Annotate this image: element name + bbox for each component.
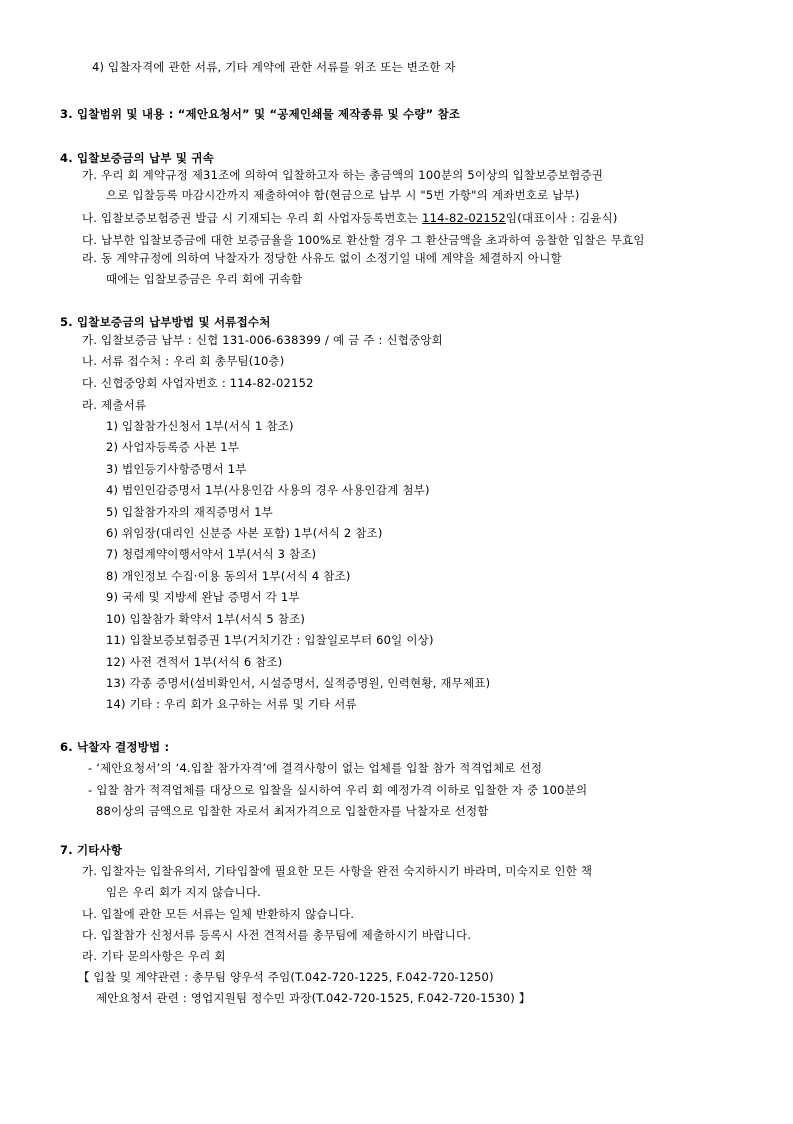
- section-6-heading: 6. 낙찰자 결정방법 :: [60, 740, 170, 754]
- document-list-item: 3) 법인등기사항증명서 1부: [106, 462, 247, 476]
- contact-line-proposal: 제안요청서 관련 : 영업지원팀 정수민 과장(T.042-720-1525, F.042-720-1530) 】: [96, 991, 531, 1005]
- section-5-item-na: 나. 서류 접수처 : 우리 회 총무팀(10층): [82, 354, 285, 368]
- section-4-item-ra-cont: 때에는 입찰보증금은 우리 회에 귀속함: [106, 272, 303, 286]
- section-4-item-ga: 가. 우리 회 계약규정 제31조에 의하여 입찰하고자 하는 총금액의 100분의 5이상의 입찰보증보험증권: [82, 168, 604, 182]
- document-list-item: 14) 기타 : 우리 회가 요구하는 서류 및 기타 서류: [106, 697, 357, 711]
- contact-line-contract: 【 입찰 및 계약관련 : 총무팀 양우석 주임(T.042-720-1225, F.042-720-1250): [78, 970, 494, 984]
- document-list-item: 11) 입찰보증보험증권 1부(거치기간 : 입찰일로부터 60일 이상): [106, 633, 434, 647]
- document-list-item: 6) 위임장(대리인 신분증 사본 포함) 1부(서식 2 참조): [106, 526, 383, 540]
- section-4-item-na-suffix: 임(대표이사 : 김윤식): [505, 211, 618, 225]
- section-4-item-na: [82, 210, 618, 226]
- document-list-item: 7) 청렴계약이행서약서 1부(서식 3 참조): [106, 547, 317, 561]
- section-3-heading: 3. 입찰범위 및 내용 : “제안요청서” 및 “공제인쇄물 제작종류 및 수량” 참조: [60, 107, 461, 121]
- document-list-item: 10) 입찰참가 확약서 1부(서식 5 참조): [106, 612, 306, 626]
- section-7-heading: 7. 기타사항: [60, 843, 123, 857]
- document-list-item: 9) 국세 및 지방세 완납 증명서 각 1부: [106, 590, 300, 604]
- document-list-item: 13) 각종 증명서(설비확인서, 시설증명서, 실적증명원, 인력현황, 재무제표): [106, 676, 491, 690]
- section-7-item-na: 나. 입찰에 관한 모든 서류는 일체 반환하지 않습니다.: [82, 907, 355, 921]
- section-4-item-ra: 라. 동 계약규정에 의하여 낙찰자가 정당한 사유도 없이 소정기일 내에 계약을 체결하지 아니할: [82, 251, 562, 265]
- section-7-item-da: 다. 입찰참가 신청서류 등록시 사전 견적서를 총무팀에 제출하시기 바랍니다.: [82, 928, 472, 942]
- section-5-item-ga: 가. 입찰보증금 납부 : 신협 131-006-638399 / 예 금 주 : 신협중앙회: [82, 333, 443, 347]
- section-6-bullet: - ‘제안요청서’의 ‘4.입찰 참가자격’에 결격사항이 없는 업체를 입찰 참가 적격업체로 선정: [88, 761, 543, 775]
- document-list-item: 4) 법인인감증명서 1부(사용인감 사용의 경우 사용인감계 첨부): [106, 483, 430, 497]
- section-6-bullet-cont: 88이상의 금액으로 입찰한 자로서 최저가격으로 입찰한자를 낙찰자로 선정함: [96, 804, 489, 818]
- section-4-item-na-text: 나. 입찰보증보험증권 발급 시 기재되는 우리 회 사업자등록번호는: [82, 211, 423, 225]
- section-4-heading: 4. 입찰보증금의 납부 및 귀속: [60, 151, 214, 165]
- business-number-underlined: 114-82-02152: [422, 211, 506, 225]
- document-list-item: 12) 사전 견적서 1부(서식 6 참조): [106, 655, 283, 669]
- section-7-item-ga: 가. 입찰자는 입찰유의서, 기타입찰에 필요한 모든 사항을 완전 숙지하시기 바라며, 미숙지로 인한 책: [82, 864, 593, 878]
- section-6-bullet: - 입찰 참가 적격업체를 대상으로 입찰을 실시하여 우리 회 예정가격 이하로 입찰한 자 중 100분의: [88, 783, 588, 797]
- section-5-item-da: 다. 신협중앙회 사업자번호 : 114-82-02152: [82, 376, 314, 390]
- section-4-item-da: 다. 납부한 입찰보증금에 대한 보증금율을 100%로 환산할 경우 그 환산금액을 초과하여 응찰한 입찰은 무효임: [82, 233, 645, 247]
- document-list-item: 5) 입찰참가자의 재직증명서 1부: [106, 505, 273, 519]
- section-7-item-ra: 라. 기타 문의사항은 우리 회: [82, 949, 226, 963]
- section-7-item-ga-cont: 임은 우리 회가 지지 않습니다.: [106, 885, 261, 899]
- section-5-item-ra: 라. 제출서류: [82, 398, 147, 412]
- section-4-item-ga-cont: 으로 입찰등록 마감시간까지 제출하여야 함(현금으로 납부 시 "5번 가항"의 계좌번호로 납부): [106, 188, 580, 202]
- document-list-item: 2) 사업자등록증 사본 1부: [106, 440, 240, 454]
- forgery-item-line: 4) 입찰자격에 관한 서류, 기타 계약에 관한 서류를 위조 또는 변조한 자: [92, 60, 456, 74]
- document-list-item: 8) 개인정보 수집·이용 동의서 1부(서식 4 참조): [106, 569, 351, 583]
- document-list-item: 1) 입찰참가신청서 1부(서식 1 참조): [106, 419, 294, 433]
- section-5-heading: 5. 입찰보증금의 납부방법 및 서류접수처: [60, 315, 271, 329]
